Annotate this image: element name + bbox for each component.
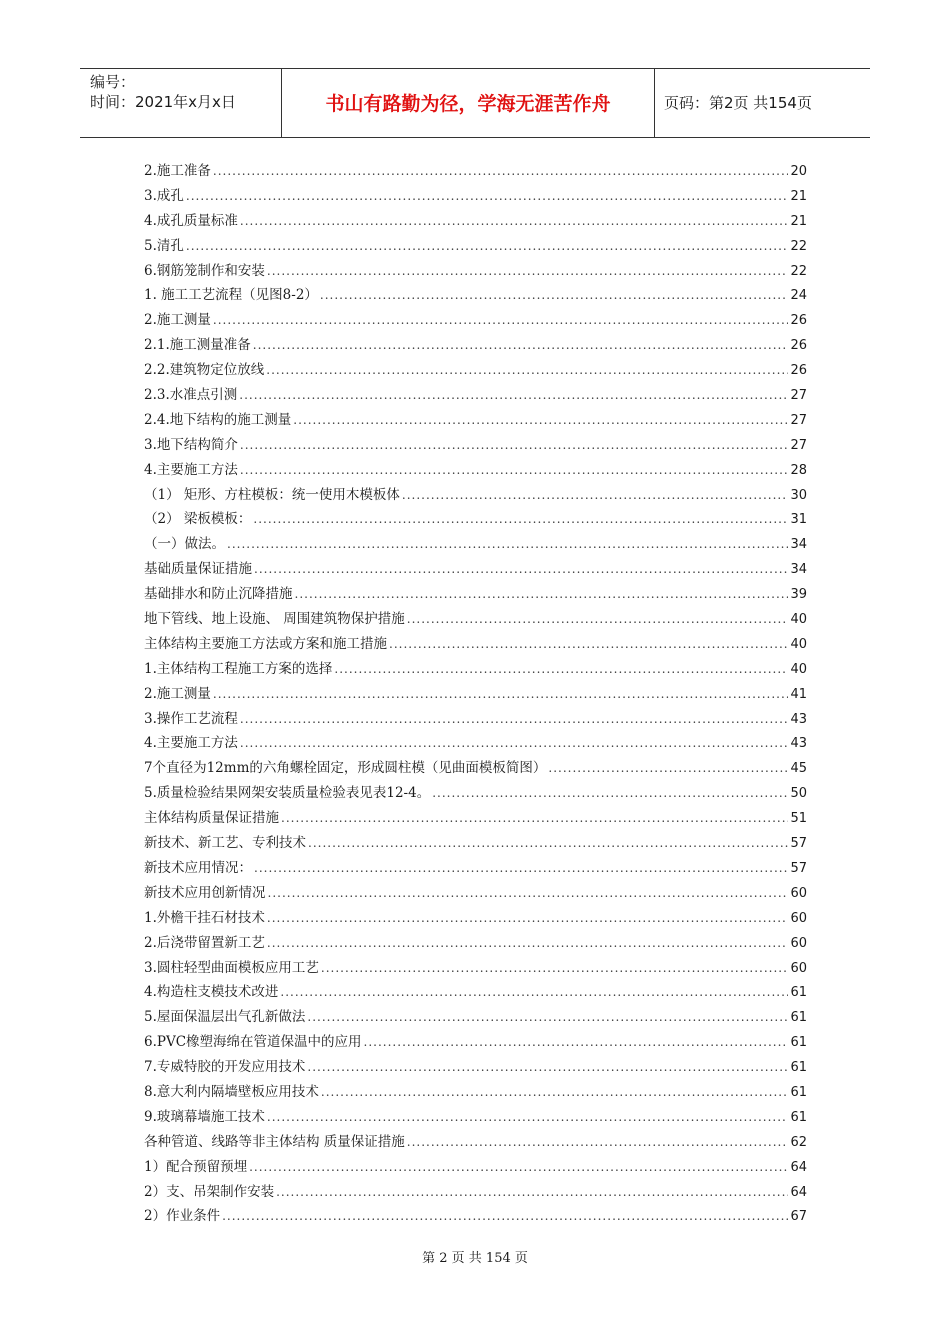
toc-entry-page: 21: [790, 188, 807, 204]
toc-entry-title: 1. 施工工艺流程（见图8-2）: [144, 287, 318, 304]
toc-entry-page: 50: [790, 786, 807, 802]
toc-dot-leader: [240, 712, 789, 726]
toc-entry-page: 24: [790, 288, 807, 304]
toc-entry[interactable]: [144, 209, 807, 234]
header-divider: [654, 69, 655, 137]
toc-entry[interactable]: [144, 906, 807, 931]
toc-entry[interactable]: [144, 234, 807, 259]
toc-entry-page: 26: [790, 313, 807, 329]
toc-dot-leader: [267, 264, 789, 278]
page-header: [80, 68, 870, 138]
toc-dot-leader: [186, 239, 789, 253]
toc-entry-page: 57: [790, 836, 807, 852]
toc-entry-title: 4.构造柱支模技术改进: [144, 984, 279, 1001]
toc-entry-title: 基础质量保证措施: [144, 561, 252, 578]
toc-entry-title: 5.质量检验结果网架安装质量检验表见表12-4。: [144, 785, 431, 802]
toc-dot-leader: [266, 363, 788, 377]
toc-entry[interactable]: [144, 358, 807, 383]
toc-entry-page: 40: [790, 661, 807, 677]
toc-dot-leader: [276, 1185, 788, 1199]
toc-entry-title: 各种管道、线路等非主体结构 质量保证措施: [144, 1133, 405, 1150]
toc-entry-title: （1） 矩形、方柱模板：统一使用木模板体: [144, 486, 400, 503]
toc-entry[interactable]: [144, 433, 807, 458]
header-meta: [90, 72, 280, 112]
toc-entry-page: 61: [790, 1109, 807, 1125]
toc-dot-leader: [364, 1035, 789, 1049]
toc-entry-title: 4.主要施工方法: [144, 461, 238, 478]
toc-entry-title: 3.操作工艺流程: [144, 710, 238, 727]
toc-entry[interactable]: [144, 184, 807, 209]
toc-entry-title: 基础排水和防止沉降措施: [144, 586, 293, 603]
toc-entry-page: 30: [790, 487, 807, 503]
toc-entry-title: 4.主要施工方法: [144, 735, 238, 752]
toc-entry-title: 2.后浇带留置新工艺: [144, 934, 265, 951]
toc-entry[interactable]: [144, 1005, 807, 1030]
toc-entry[interactable]: [144, 831, 807, 856]
toc-entry[interactable]: [144, 1105, 807, 1130]
toc-entry-page: 28: [790, 462, 807, 478]
toc-dot-leader: [254, 861, 788, 875]
toc-entry-page: 27: [790, 437, 807, 453]
toc-entry-page: 61: [790, 985, 807, 1001]
toc-dot-leader: [227, 537, 788, 551]
toc-entry[interactable]: [144, 507, 807, 532]
toc-dot-leader: [281, 811, 788, 825]
toc-entry-page: 62: [790, 1134, 807, 1150]
toc-entry-page: 34: [790, 562, 807, 578]
toc-entry-title: 1）配合预留预埋: [144, 1158, 248, 1175]
toc-entry[interactable]: [144, 956, 807, 981]
toc-dot-leader: [253, 512, 788, 526]
toc-entry-title: 5.清孔: [144, 237, 184, 254]
toc-entry-page: 26: [790, 363, 807, 379]
toc-dot-leader: [407, 612, 789, 626]
toc-entry-page: 57: [790, 860, 807, 876]
toc-entry-title: 2.2.建筑物定位放线: [144, 362, 265, 379]
toc-entry-page: 43: [790, 711, 807, 727]
toc-entry[interactable]: [144, 159, 807, 184]
toc-entry-page: 60: [790, 960, 807, 976]
toc-entry-title: 2.施工测量: [144, 312, 211, 329]
table-of-contents: [144, 159, 807, 1229]
toc-entry-title: 2.施工测量: [144, 685, 211, 702]
toc-entry[interactable]: [144, 607, 807, 632]
toc-entry-title: （2） 梁板模板：: [144, 511, 252, 528]
toc-dot-leader: [307, 1010, 788, 1024]
toc-entry[interactable]: [144, 881, 807, 906]
toc-entry-page: 61: [790, 1060, 807, 1076]
toc-entry-title: 1.主体结构工程施工方案的选择: [144, 660, 333, 677]
toc-dot-leader: [240, 463, 789, 477]
toc-dot-leader: [240, 736, 789, 750]
toc-entry-page: 21: [790, 213, 807, 229]
toc-entry[interactable]: [144, 383, 807, 408]
toc-entry-page: 60: [790, 935, 807, 951]
toc-entry-title: 主体结构主要施工方法或方案和施工措施: [144, 635, 387, 652]
toc-entry-title: 9.玻璃幕墙施工技术: [144, 1108, 265, 1125]
header-motto: 书山有路勤为径，学海无涯苦作舟: [325, 93, 611, 115]
toc-entry[interactable]: [144, 582, 807, 607]
toc-dot-leader: [267, 911, 789, 925]
toc-entry-title: 3.圆柱轻型曲面模板应用工艺: [144, 959, 319, 976]
toc-entry[interactable]: [144, 1130, 807, 1155]
toc-entry-page: 34: [790, 537, 807, 553]
toc-entry[interactable]: [144, 283, 807, 308]
toc-entry[interactable]: [144, 259, 807, 284]
toc-dot-leader: [407, 1135, 789, 1149]
toc-entry[interactable]: [144, 557, 807, 582]
toc-dot-leader: [307, 1060, 788, 1074]
toc-entry[interactable]: [144, 408, 807, 433]
toc-entry-title: 新技术、新工艺、专利技术: [144, 835, 306, 852]
toc-entry-page: 51: [790, 811, 807, 827]
toc-entry-title: 3.成孔: [144, 187, 184, 204]
toc-entry[interactable]: [144, 682, 807, 707]
toc-entry[interactable]: [144, 781, 807, 806]
toc-entry-title: 7个直径为12mm的六角螺栓固定，形成圆柱模（见曲面模板简图）: [144, 760, 547, 777]
toc-entry-title: 2）作业条件: [144, 1208, 221, 1225]
toc-dot-leader: [239, 388, 788, 402]
toc-entry-page: 64: [790, 1184, 807, 1200]
toc-entry-title: 3.地下结构简介: [144, 436, 238, 453]
toc-entry[interactable]: [144, 333, 807, 358]
toc-entry-title: 地下管线、地上设施、 周围建筑物保护措施: [144, 611, 405, 628]
toc-entry-title: 1.外檐干挂石材技术: [144, 909, 265, 926]
toc-dot-leader: [186, 189, 789, 203]
toc-dot-leader: [240, 438, 789, 452]
toc-entry[interactable]: [144, 1055, 807, 1080]
toc-entry-page: 40: [790, 636, 807, 652]
toc-entry[interactable]: [144, 1080, 807, 1105]
toc-entry-page: 20: [790, 164, 807, 179]
toc-entry[interactable]: [144, 308, 807, 333]
toc-entry-page: 60: [790, 885, 807, 901]
toc-entry[interactable]: [144, 1030, 807, 1055]
toc-dot-leader: [280, 985, 788, 999]
toc-entry-title: 4.成孔质量标准: [144, 212, 238, 229]
toc-entry-page: 22: [790, 238, 807, 254]
toc-entry-title: 新技术应用情况：: [144, 859, 252, 876]
toc-entry[interactable]: [144, 483, 807, 508]
toc-entry[interactable]: [144, 856, 807, 881]
toc-entry-title: 7.专威特胶的开发应用技术: [144, 1059, 306, 1076]
toc-dot-leader: [222, 1209, 788, 1223]
toc-entry-page: 40: [790, 612, 807, 628]
toc-entry-title: 6.钢筋笼制作和安装: [144, 262, 265, 279]
toc-dot-leader: [321, 961, 789, 975]
toc-entry-page: 41: [790, 686, 807, 702]
toc-entry-page: 64: [790, 1159, 807, 1175]
toc-entry[interactable]: [144, 657, 807, 682]
toc-entry[interactable]: [144, 1155, 807, 1180]
toc-entry-page: 61: [790, 1010, 807, 1026]
toc-dot-leader: [213, 313, 789, 327]
toc-entry-title: 新技术应用创新情况: [144, 884, 266, 901]
toc-dot-leader: [334, 662, 788, 676]
toc-entry-title: 2.4.地下结构的施工测量: [144, 411, 292, 428]
toc-dot-leader: [432, 786, 788, 800]
toc-entry-page: 45: [790, 761, 807, 777]
toc-dot-leader: [267, 936, 789, 950]
toc-entry-page: 60: [790, 910, 807, 926]
toc-entry-page: 61: [790, 1084, 807, 1100]
toc-dot-leader: [308, 836, 788, 850]
toc-dot-leader: [320, 288, 789, 302]
document-date: 时间：2021年x月x日: [90, 93, 236, 111]
toc-entry-title: 6.PVC橡塑海绵在管道保温中的应用: [144, 1034, 362, 1051]
toc-entry[interactable]: [144, 1204, 807, 1229]
toc-entry[interactable]: [144, 806, 807, 831]
toc-entry-page: 26: [790, 338, 807, 354]
toc-entry-title: 5.屋面保温层出气孔新做法: [144, 1009, 306, 1026]
toc-entry-title: 2.1.施工测量准备: [144, 337, 251, 354]
header-page-info: 页码：第2页 共154页: [664, 94, 812, 112]
toc-dot-leader: [389, 637, 788, 651]
toc-entry-title: 主体结构质量保证措施: [144, 810, 279, 827]
toc-dot-leader: [213, 687, 789, 701]
toc-entry-page: 31: [790, 512, 807, 528]
toc-entry-page: 22: [790, 263, 807, 279]
toc-dot-leader: [293, 413, 788, 427]
toc-entry-title: 2.施工准备: [144, 163, 211, 179]
toc-dot-leader: [402, 488, 789, 502]
toc-entry[interactable]: [144, 458, 807, 483]
toc-entry-page: 67: [790, 1209, 807, 1225]
toc-entry[interactable]: [144, 756, 807, 781]
toc-dot-leader: [548, 761, 788, 775]
toc-entry-page: 27: [790, 388, 807, 404]
toc-entry-page: 61: [790, 1035, 807, 1051]
toc-dot-leader: [254, 562, 788, 576]
toc-entry-title: 2.3.水准点引测: [144, 387, 238, 404]
toc-dot-leader: [321, 1085, 789, 1099]
toc-entry-page: 27: [790, 412, 807, 428]
toc-dot-leader: [295, 587, 789, 601]
toc-dot-leader: [213, 164, 789, 178]
toc-entry-page: 43: [790, 736, 807, 752]
toc-dot-leader: [268, 886, 789, 900]
toc-dot-leader: [253, 338, 789, 352]
toc-entry-page: 39: [790, 587, 807, 603]
page-footer: 第 2 页 共 154 页: [422, 1251, 528, 1266]
toc-entry[interactable]: [144, 632, 807, 657]
toc-dot-leader: [267, 1110, 789, 1124]
toc-dot-leader: [249, 1160, 788, 1174]
toc-entry[interactable]: [144, 707, 807, 732]
toc-dot-leader: [240, 214, 789, 228]
toc-entry[interactable]: [144, 731, 807, 756]
toc-entry[interactable]: [144, 1180, 807, 1205]
toc-entry-title: 8.意大利内隔墙壁板应用技术: [144, 1083, 319, 1100]
toc-entry-title: （一）做法。: [144, 536, 225, 553]
toc-entry[interactable]: [144, 931, 807, 956]
toc-entry-title: 2）支、吊架制作安装: [144, 1183, 275, 1200]
document-number-label: 编号：: [90, 73, 136, 91]
toc-entry[interactable]: [144, 532, 807, 557]
toc-entry[interactable]: [144, 980, 807, 1005]
